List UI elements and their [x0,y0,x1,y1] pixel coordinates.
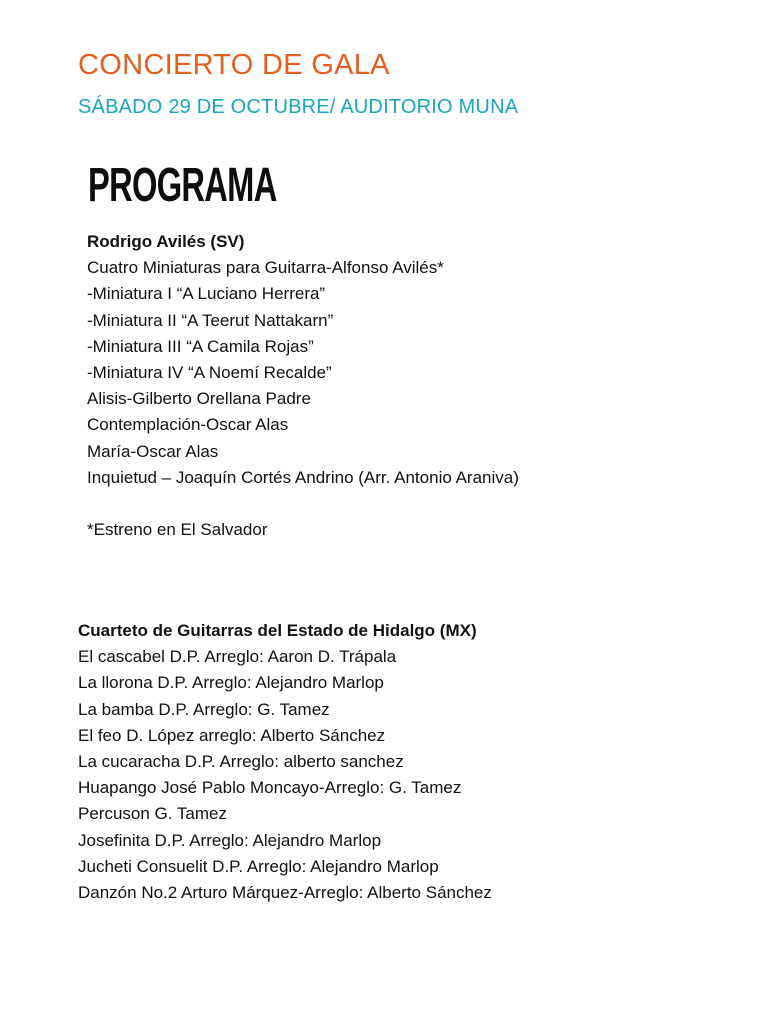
program-item: Huapango José Pablo Moncayo-Arreglo: G. Tamez [78,778,462,798]
program-item: Alisis-Gilberto Orellana Padre [87,389,311,409]
program-item: La cucaracha D.P. Arreglo: alberto sanchez [78,752,404,772]
section-heading: Cuarteto de Guitarras del Estado de Hidalgo (MX) [78,621,477,640]
program-item: Jucheti Consuelit D.P. Arreglo: Alejandro Marlop [78,856,439,876]
program-item: -Miniatura II “A Teerut Nattakarn” [87,310,334,330]
program-item: Cuatro Miniaturas para Guitarra-Alfonso Avilés* [87,258,444,278]
program-item: Josefinita D.P. Arreglo: Alejandro Marlop [78,830,382,850]
program-item: -Miniatura III “A Camila Rojas” [87,336,314,356]
programa-heading: PROGRAMA [88,159,277,212]
program-item: Danzón No.2 Arturo Márquez-Arreglo: Alberto Sánchez [78,883,492,903]
program-item: -Miniatura IV “A Noemí Recalde” [87,363,332,383]
program-item: Contemplación-Oscar Alas [87,415,289,435]
section-heading: Rodrigo Avilés (SV) [87,232,245,251]
blank-line [87,491,519,517]
program-item: El cascabel D.P. Arreglo: Aaron D. Trápala [78,647,397,667]
program-item: Percuson G. Tamez [78,804,227,824]
program-item: María-Oscar Alas [87,441,219,461]
section-cuarteto-hidalgo [78,618,492,906]
section-rodrigo-aviles [87,229,519,543]
program-item: -Miniatura I “A Luciano Herrera” [87,284,326,304]
event-title: CONCIERTO DE GALA [78,49,390,81]
event-subtitle: SÁBADO 29 DE OCTUBRE/ AUDITORIO MUNA [78,96,519,118]
program-item: La llorona D.P. Arreglo: Alejandro Marlop [78,673,384,693]
program-item: La bamba D.P. Arreglo: G. Tamez [78,699,330,719]
footnote: *Estreno en El Salvador [87,520,268,540]
program-item: Inquietud – Joaquín Cortés Andrino (Arr. Antonio Araniva) [87,467,519,487]
program-item: El feo D. López arreglo: Alberto Sánchez [78,725,386,745]
